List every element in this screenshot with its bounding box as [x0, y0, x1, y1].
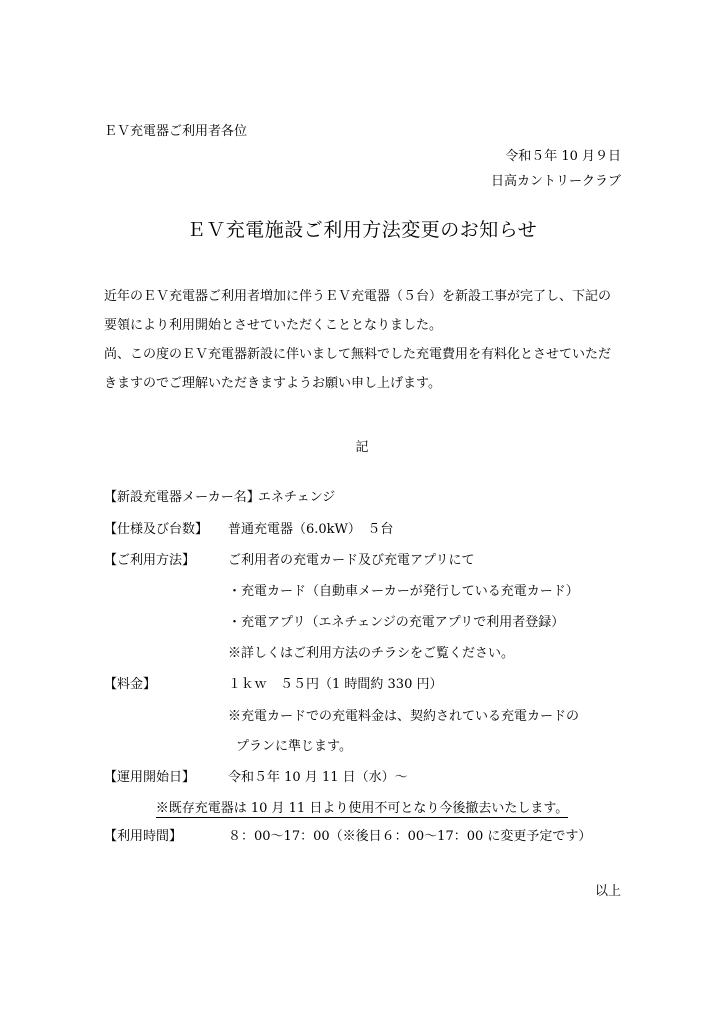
addressee: ＥＶ充電器ご利用者各位 [104, 124, 248, 139]
usage-sub-app: ・充電アプリ（エネチェンジの充電アプリで利用者登録） [228, 615, 565, 630]
existing-charger-notice [0, 794, 724, 824]
start-value: 令和５年 10 月 11 日（水）～ [228, 770, 408, 785]
start-row [104, 763, 408, 793]
spec-value: 普通充電器（6.0kW） ５台 [228, 522, 394, 537]
hours-value: ８：00～17：00（※後日６：00～17：00 に変更予定です） [228, 829, 592, 844]
closing-text: 以上 [594, 884, 621, 899]
usage-value: ご利用者の充電カード及び充電アプリにて [228, 553, 475, 568]
hours-label: 【利用時間】 [104, 829, 183, 844]
usage-label: 【ご利用方法】 [104, 553, 196, 568]
organization-name: 日高カントリークラブ [490, 174, 621, 189]
body-line: 要領により利用開始とさせていただくこととなりました。 [104, 318, 443, 333]
body-text [104, 282, 624, 398]
maker-row [104, 483, 335, 513]
spec-row [104, 515, 393, 545]
document-title: ＥＶ充電施設ご利用方法変更のお知らせ [186, 219, 538, 241]
issue-date: 令和５年 10 月９日 [505, 149, 621, 164]
ki-heading: 記 [355, 440, 369, 455]
fee-value: １ｋｗ ５５円（1 時間約 330 円） [228, 677, 443, 692]
usage-sub-note: ※詳しくはご利用方法のチラシをご覧ください。 [228, 646, 515, 661]
spec-label: 【仕様及び台数】 [104, 522, 209, 537]
notice-text: ※既存充電器は 10 月 11 日より使用不可となり今後撤去いたします。 [155, 801, 569, 816]
maker-value: エネチェンジ [258, 490, 336, 505]
usage-sub-card: ・充電カード（自動車メーカーが発行している充電カード） [228, 584, 579, 599]
body-line: きますのでご理解いただきますようお願い申し上げます。 [104, 376, 441, 391]
start-label: 【運用開始日】 [104, 770, 196, 785]
hours-row [104, 822, 591, 852]
fee-row [104, 670, 442, 700]
fee-label: 【料金】 [104, 677, 157, 692]
body-line: 近年のＥＶ充電器ご利用者増加に伴うＥＶ充電器（５台）を新設工事が完了し、下記の [104, 289, 612, 304]
fee-note: ※充電カードでの充電料金は、契約されている充電カードの [228, 709, 580, 724]
body-line: 尚、この度のＥＶ充電器新設に伴いまして無料でした充電費用を有料化とさせていただ [104, 347, 612, 362]
maker-label: 【新設充電器メーカー名】 [104, 490, 260, 505]
fee-note-cont: プランに準じます。 [236, 739, 352, 754]
usage-row [104, 546, 474, 576]
